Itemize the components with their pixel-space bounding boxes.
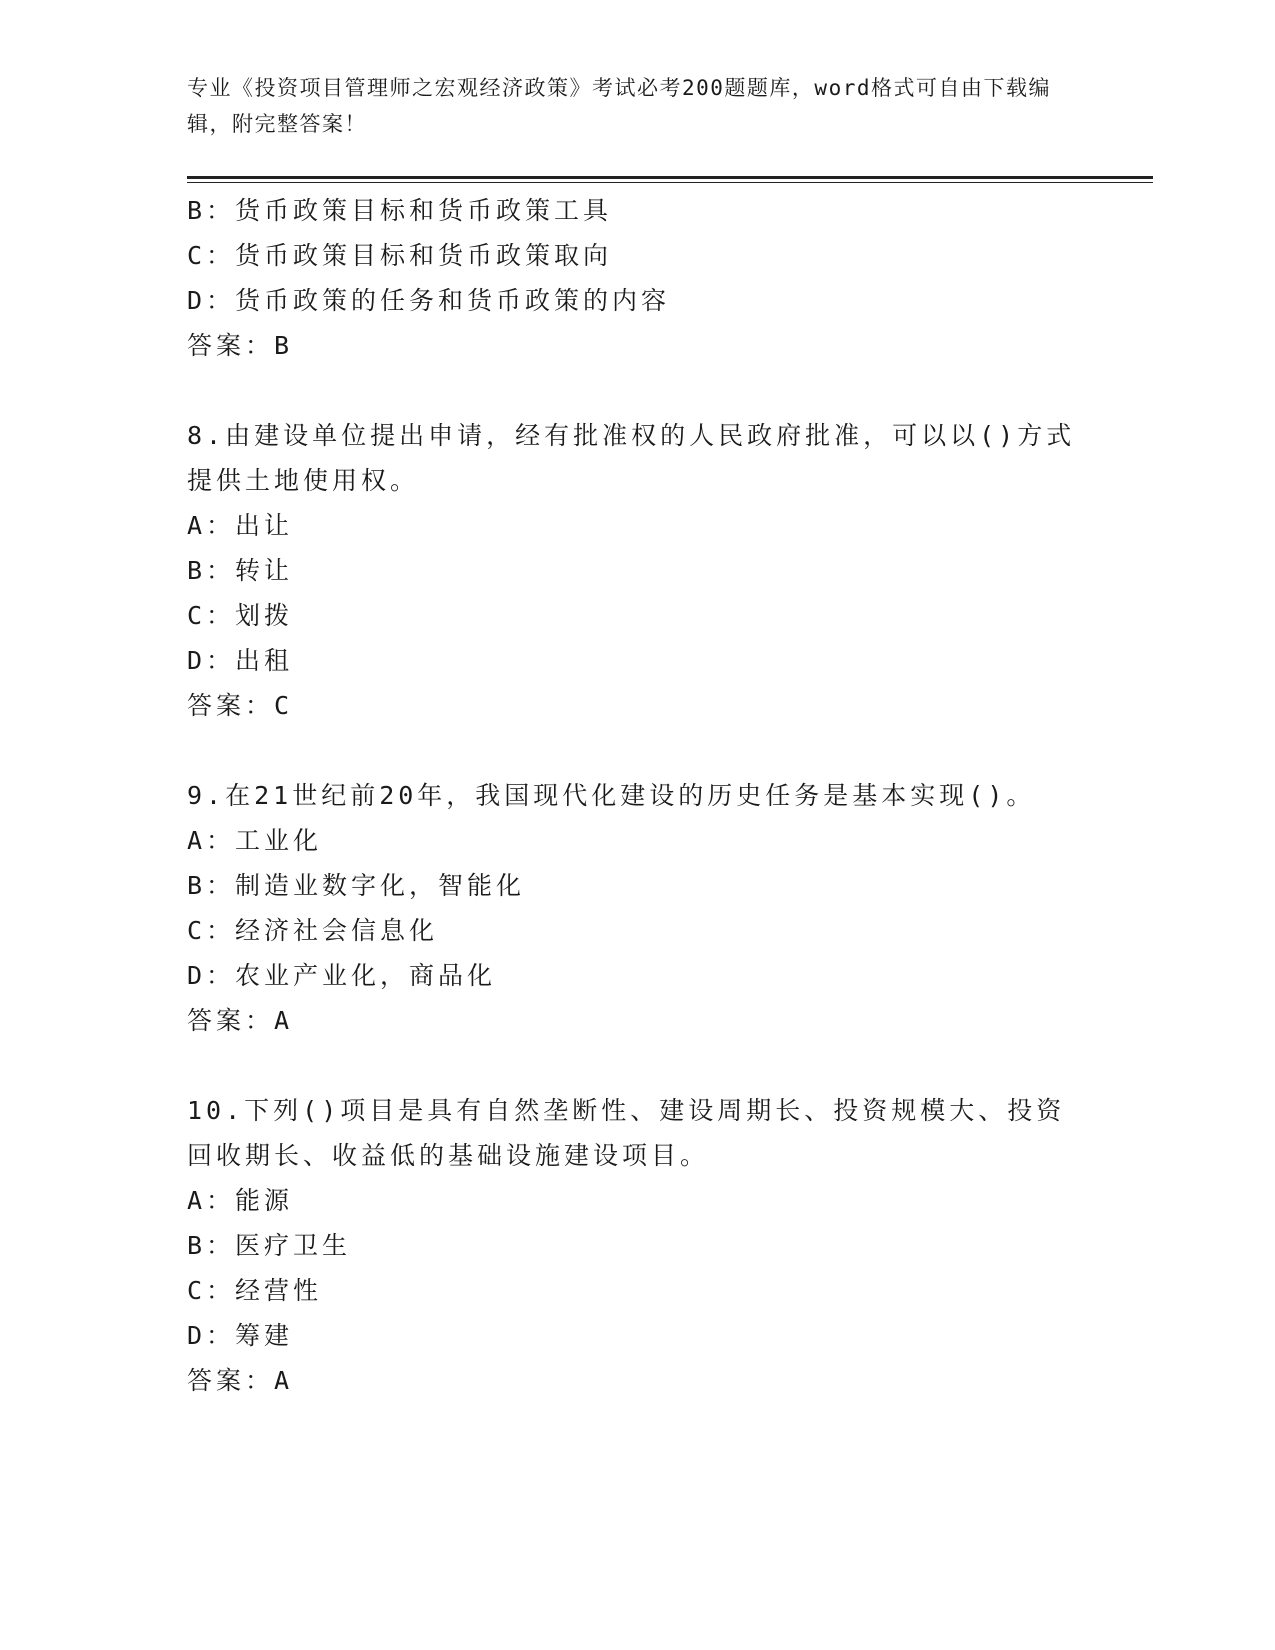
question-text: 10.下列()项目是具有自然垄断性、建设周期长、投资规模大、投资回收期长、收益低的基础设施建设项目。 bbox=[187, 1096, 1066, 1170]
question-text: 9.在21世纪前20年，我国现代化建设的历史任务是基本实现()。 bbox=[187, 781, 1036, 810]
option-d: D：出租 bbox=[187, 646, 294, 675]
spacer bbox=[187, 368, 1087, 413]
option-c: C：货币政策目标和货币政策取向 bbox=[187, 241, 613, 270]
header-rule-thick bbox=[187, 176, 1153, 179]
option-c: C：经营性 bbox=[187, 1276, 323, 1305]
option-b: B：货币政策目标和货币政策工具 bbox=[187, 196, 613, 225]
question-list bbox=[187, 188, 1087, 1403]
answer: 答案：A bbox=[187, 1366, 294, 1395]
answer: 答案：A bbox=[187, 1006, 294, 1035]
option-b: B：转让 bbox=[187, 556, 294, 585]
option-a: A：出让 bbox=[187, 511, 294, 540]
prev-question-block bbox=[187, 188, 1087, 368]
answer: 答案：B bbox=[187, 331, 294, 360]
option-a: A：能源 bbox=[187, 1186, 294, 1215]
question-8 bbox=[187, 413, 1087, 728]
option-c: C：经济社会信息化 bbox=[187, 916, 439, 945]
option-d: D：货币政策的任务和货币政策的内容 bbox=[187, 286, 671, 315]
header-rule-thin bbox=[187, 182, 1153, 183]
spacer bbox=[187, 1043, 1087, 1088]
option-b: B：医疗卫生 bbox=[187, 1231, 352, 1260]
answer: 答案：C bbox=[187, 691, 294, 720]
question-10 bbox=[187, 1088, 1087, 1403]
option-a: A：工业化 bbox=[187, 826, 323, 855]
option-c: C：划拨 bbox=[187, 601, 294, 630]
option-d: D：筹建 bbox=[187, 1321, 294, 1350]
option-d: D：农业产业化，商品化 bbox=[187, 961, 497, 990]
document-header: 专业《投资项目管理师之宏观经济政策》考试必考200题题库，word格式可自由下载编辑，附完整答案！ bbox=[187, 76, 1051, 136]
spacer bbox=[187, 728, 1087, 773]
option-b: B：制造业数字化，智能化 bbox=[187, 871, 526, 900]
question-9 bbox=[187, 773, 1087, 1043]
question-text: 8.由建设单位提出申请，经有批准权的人民政府批准，可以以()方式提供土地使用权。 bbox=[187, 421, 1076, 495]
